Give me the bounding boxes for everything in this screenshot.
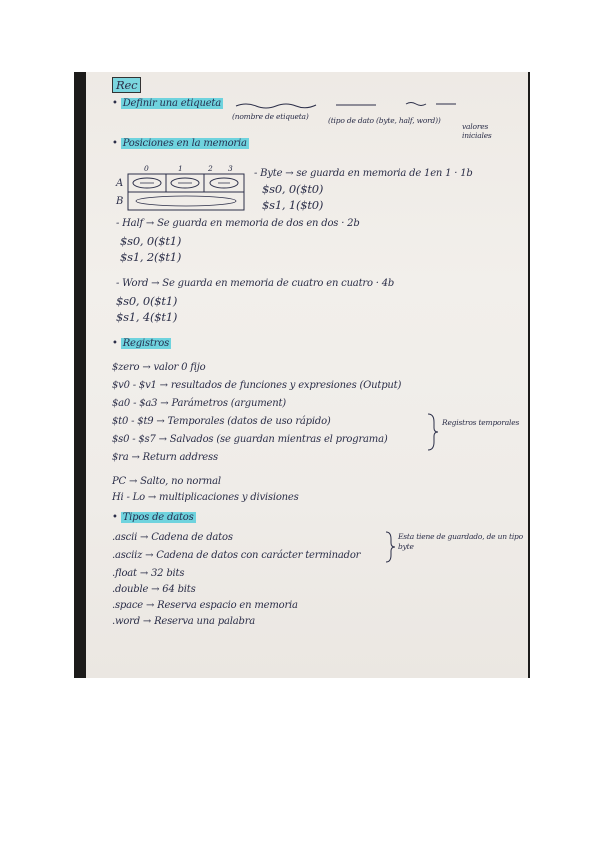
register-item: $ra → Return address — [112, 452, 218, 463]
heading-define: • Definir una etiqueta — [112, 98, 222, 109]
annot-name: (nombre de etiqueta) — [232, 112, 309, 121]
register-item: $zero → valor 0 fijo — [112, 362, 206, 373]
register-item: PC → Salto, no normal — [112, 476, 221, 487]
datatype-item: .word → Reserva una palabra — [112, 616, 256, 627]
datatype-item: .ascii → Cadena de datos — [112, 532, 233, 543]
brace-note-registers: Registros temporales — [442, 418, 520, 427]
heading-positions: • Posiciones en la memoria — [112, 138, 247, 149]
word-example-2: $s1, 4($t1) — [116, 310, 178, 324]
grid-row-b: B — [116, 196, 124, 207]
half-desc: - Half → Se guarda en memoria de dos en dos · 2b — [116, 218, 360, 229]
register-item: Hi - Lo → multiplicaciones y divisiones — [112, 492, 299, 503]
notebook-page — [86, 72, 528, 678]
datatype-item: .asciiz → Cadena de datos con carácter terminador — [112, 550, 361, 561]
grid-col-3: 3 — [228, 164, 233, 173]
annot-type: (tipo de dato (byte, half, word)) — [328, 116, 441, 125]
half-example-1: $s0, 0($t1) — [120, 234, 182, 248]
grid-col-0: 0 — [144, 164, 149, 173]
annot-values: valores iniciales — [462, 122, 492, 140]
word-desc: - Word → Se guarda en memoria de cuatro en cuatro · 4b — [116, 278, 395, 289]
register-item: $s0 - $s7 → Salvados (se guardan mientras el programa) — [112, 434, 388, 445]
brace-note-datatypes: Esta tiene de guardado, de un tipo byte — [398, 532, 523, 551]
byte-example-1: $s0, 0($t0) — [262, 182, 324, 196]
grid-col-1: 1 — [178, 164, 183, 173]
memory-grid — [128, 174, 248, 216]
register-item: $t0 - $t9 → Temporales (datos de uso rápido) — [112, 416, 331, 427]
grid-row-a: A — [116, 178, 124, 189]
datatype-item: .space → Reserva espacio en memoria — [112, 600, 298, 611]
page-title: Rec — [112, 78, 141, 92]
brace-datatypes — [384, 530, 396, 564]
register-item: $v0 - $v1 → resultados de funciones y expresiones (Output) — [112, 380, 402, 391]
byte-desc: - Byte → se guarda en memoria de 1en 1 · 1b — [254, 168, 473, 179]
grid-col-2: 2 — [208, 164, 213, 173]
heading-registers: • Registros — [112, 338, 170, 349]
underline-marks — [236, 100, 466, 110]
byte-example-2: $s1, 1($t0) — [262, 198, 324, 212]
register-item: $a0 - $a3 → Parámetros (argument) — [112, 398, 287, 409]
half-example-2: $s1, 2($t1) — [120, 250, 182, 264]
word-example-1: $s0, 0($t1) — [116, 294, 178, 308]
datatype-item: .float → 32 bits — [112, 568, 185, 579]
heading-datatypes: • Tipos de datos — [112, 512, 194, 523]
brace-registers — [426, 412, 438, 452]
datatype-item: .double → 64 bits — [112, 584, 196, 595]
